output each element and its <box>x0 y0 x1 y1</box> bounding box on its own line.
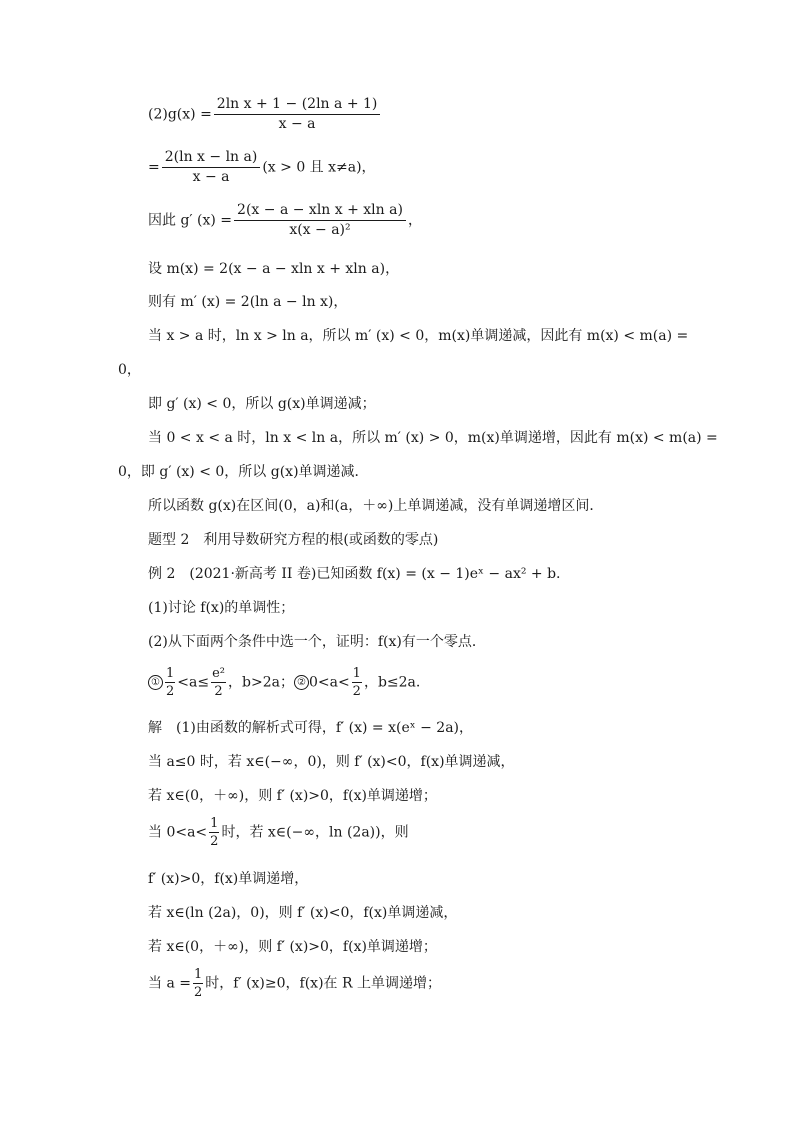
case-a-lt-half-suffix: 时，若 x∈(−∞，ln (2a))，则 <box>221 824 409 841</box>
cond2-frac <box>352 666 362 699</box>
case-a-eq-half-frac <box>193 967 203 1000</box>
g-derivative-prefix: 因此 g′ (x) = <box>148 212 233 229</box>
condition-1-marker: ① <box>148 675 163 690</box>
g-derivative-denominator: x(x − a)² <box>234 220 406 239</box>
condition-2-marker: ② <box>294 675 309 690</box>
g-def-prefix: (2)g(x) = <box>148 106 212 123</box>
case-a-lt-half-prefix: 当 0<a< <box>148 824 208 841</box>
line-case-a-lt-half <box>148 816 409 849</box>
case-a-eq-half-frac-den: 2 <box>193 985 203 1000</box>
line-decreasing-interval: 若 x∈(ln (2a)，0)，则 f′ (x)<0，f(x)单调递减， <box>148 905 458 921</box>
g-simplified-suffix: (x > 0 且 x≠a)， <box>262 159 376 176</box>
example-2-part-2: (2)从下面两个条件中选一个，证明：f(x)有一个零点． <box>148 634 486 650</box>
example-2-statement: 例 2 (2021·新高考 II 卷)已知函数 f(x) = (x − 1)eˣ − ax² + b. <box>148 566 561 582</box>
line-conclusion: 所以函数 g(x)在区间(0，a)和(a，＋∞)上单调递减，没有单调递增区间． <box>148 498 604 514</box>
cond1-frac-b-num: e² <box>212 666 225 681</box>
case-a-eq-half-frac-num: 1 <box>193 967 203 982</box>
cond1-frac-b-den: 2 <box>211 682 226 699</box>
cond2-end: ，b≤2a. <box>363 674 421 691</box>
line-case-x-lt-a: 当 0 < x < a 时，ln x < ln a，所以 m′ (x) > 0，m(x)单调递增，因此有 m(x) < m(a) = <box>148 430 718 446</box>
case-a-eq-half-prefix: 当 a = <box>148 975 191 992</box>
cond2-frac-num: 1 <box>352 666 361 681</box>
g-derivative-numerator: 2(x − a − xln x + xln a) <box>237 202 403 218</box>
g-derivative-suffix: ， <box>407 212 422 229</box>
line-g-decreasing-2: 0，即 g′ (x) < 0，所以 g(x)单调递减． <box>118 464 369 480</box>
section-heading-type-2: 题型 2 利用导数研究方程的根(或函数的零点) <box>148 532 439 548</box>
g-simplified-fraction <box>162 149 261 186</box>
line-case-a-le-0: 当 a≤0 时，若 x∈(−∞，0)，则 f′ (x)<0，f(x)单调递减， <box>148 754 515 770</box>
case-a-lt-half-frac <box>209 816 219 849</box>
line-m-def: 设 m(x) = 2(x − a − xln x + xln a)， <box>148 261 400 277</box>
line-increasing-2: 若 x∈(0，＋∞)，则 f′ (x)>0，f(x)单调递增； <box>148 939 437 955</box>
cond1-frac-a-num: 1 <box>166 666 175 681</box>
cond1-frac-a <box>165 666 175 699</box>
line-m-derivative: 则有 m′ (x) = 2(ln a − ln x)， <box>148 294 348 310</box>
g-simplified-prefix: = <box>148 159 160 176</box>
line-conditions <box>148 666 420 699</box>
g-simplified-denominator: x − a <box>162 167 261 186</box>
line-g-def <box>148 96 382 133</box>
solution-part-1: 解 (1)由函数的解析式可得，f′ (x) = x(eˣ − 2a)， <box>148 720 474 736</box>
example-2-part-1: (1)讨论 f(x)的单调性； <box>148 600 295 616</box>
g-derivative-fraction <box>234 202 406 239</box>
case-a-lt-half-frac-num: 1 <box>210 816 219 831</box>
cond1-frac-a-den: 2 <box>166 684 175 699</box>
line-case-a-le-0-cont: 若 x∈(0，＋∞)，则 f′ (x)>0，f(x)单调递增； <box>148 788 437 804</box>
cond1-frac-b <box>211 666 226 699</box>
g-def-denominator: x − a <box>214 114 381 133</box>
cond1-mid: <a≤ <box>177 674 210 691</box>
g-def-numerator: 2ln x + 1 − (2ln a + 1) <box>216 96 378 112</box>
line-case-x-gt-a: 当 x > a 时，ln x > ln a，所以 m′ (x) < 0，m(x)单调递减，因此有 m(x) < m(a) = <box>148 328 689 344</box>
line-case-a-eq-half <box>148 967 441 1000</box>
line-increasing-1: f′ (x)>0，f(x)单调递增， <box>148 871 309 887</box>
cond2-mid: 0<a< <box>308 674 350 691</box>
line-g-derivative <box>148 202 422 239</box>
cond1-end: ，b>2a； <box>228 674 294 691</box>
g-simplified-numerator: 2(ln x − ln a) <box>164 149 258 165</box>
case-a-lt-half-frac-den: 2 <box>210 834 219 849</box>
case-a-eq-half-suffix: 时，f′ (x)≥0，f(x)在 R 上单调递增； <box>205 975 441 992</box>
line-g-simplified <box>148 149 376 186</box>
g-def-fraction <box>214 96 381 133</box>
cond2-frac-den: 2 <box>352 684 361 699</box>
line-case-x-gt-a-cont: 0， <box>118 362 141 378</box>
line-g-decreasing-1: 即 g′ (x) < 0，所以 g(x)单调递减； <box>148 396 376 412</box>
